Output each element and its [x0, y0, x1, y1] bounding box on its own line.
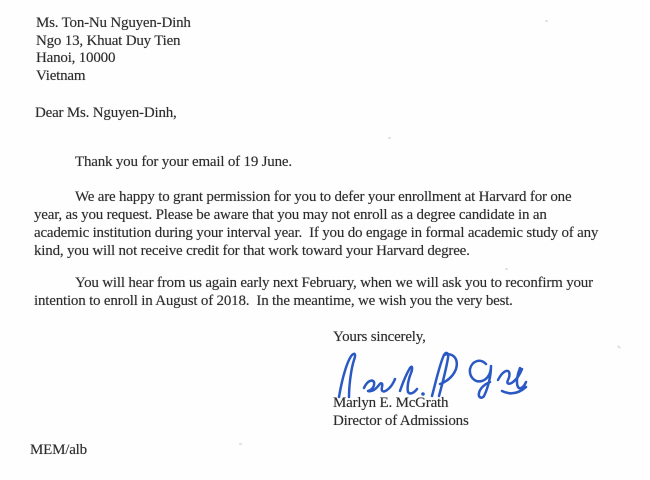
scan-speckle	[388, 137, 391, 139]
address-line-city: Hanoi, 10000	[36, 50, 116, 66]
paragraph-3-line: intention to enroll in August of 2018. In the meantime, we wish you the very best.	[34, 293, 513, 309]
paragraph-2	[34, 188, 598, 260]
address-line-name: Ms. Ton-Nu Nguyen-Dinh	[36, 15, 191, 31]
reference-initials: MEM/alb	[30, 442, 87, 458]
paragraph-2-line: academic institution during your interval year. If you do engage in formal academic study of any	[34, 225, 599, 241]
scan-speckle	[505, 268, 508, 270]
signer-name: Marlyn E. McGrath	[333, 395, 449, 411]
scan-speckle	[239, 443, 242, 445]
paragraph-2-line: We are happy to grant permission for you to defer your enrollment at Harvard for one	[75, 189, 572, 205]
paragraph-1-line: Thank you for your email of 19 June.	[75, 154, 292, 170]
paragraph-1	[34, 153, 292, 171]
address-line-country: Vietnam	[36, 67, 86, 84]
paragraph-3-line: You will hear from us again early next February, when we will ask you to reconfirm your	[75, 275, 593, 291]
closing-phrase: Yours sincerely,	[333, 329, 426, 345]
signature-ink-strokes	[339, 353, 526, 398]
paragraph-2-line: year, as you request. Please be aware that you may not enroll as a degree candidate in an	[34, 207, 547, 223]
recipient-address-block	[36, 15, 191, 85]
scan-speckle	[545, 20, 548, 22]
scan-speckle	[617, 345, 621, 349]
paragraph-3	[34, 274, 593, 310]
signer-title: Director of Admissions	[333, 413, 469, 429]
salutation: Dear Ms. Nguyen-Dinh,	[35, 105, 177, 121]
paragraph-2-line: kind, you will not receive credit for that work toward your Harvard degree.	[34, 243, 470, 259]
address-line-street: Ngo 13, Khuat Duy Tien	[36, 32, 181, 49]
